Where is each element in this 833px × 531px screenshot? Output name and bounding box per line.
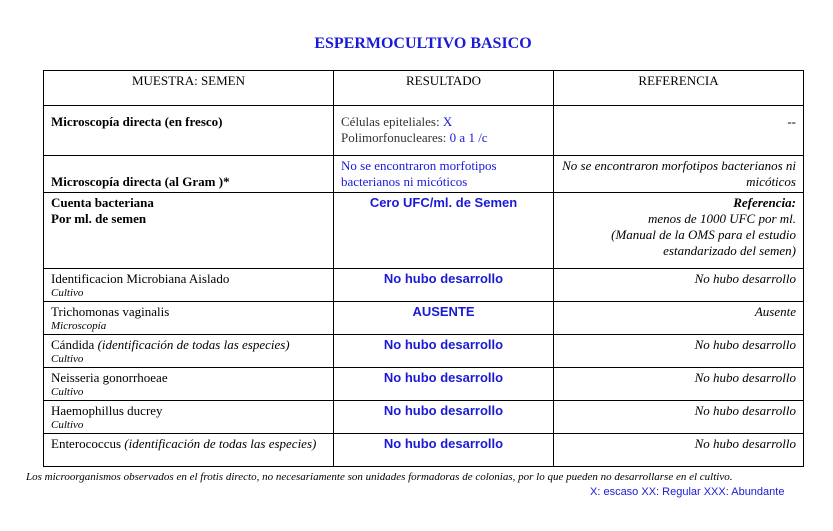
table-row-cuenta: [44, 193, 804, 269]
row-label-haemophilus: [44, 401, 334, 434]
cuenta-label-1: Cuenta bacteriana: [51, 195, 154, 210]
reference-neisseria: No hubo desarrollo: [554, 368, 804, 401]
table-row-trichomonas: [44, 302, 804, 335]
trichomonas-label: Trichomonas vaginalis: [51, 304, 170, 319]
result-gram: No se encontraron morfotipos bacterianos ni micóticos: [334, 156, 554, 193]
row-label-gram: Microscopía directa (al Gram )*: [44, 156, 334, 193]
table-row-fresco: [44, 106, 804, 156]
epitelial-label: Células epiteliales:: [341, 114, 443, 129]
enterococcus-label: Enterococcus: [51, 436, 122, 451]
pmn-value: 0 a 1 /c: [449, 130, 488, 145]
row-label-cuenta: [44, 193, 334, 269]
result-neisseria: No hubo desarrollo: [334, 368, 554, 401]
identificacion-label: Identificacion Microbiana Aislado: [51, 271, 230, 286]
reference-trichomonas: Ausente: [554, 302, 804, 335]
header-muestra: MUESTRA: SEMEN: [44, 71, 334, 106]
cuenta-label-2: Por ml. de semen: [51, 211, 147, 226]
reference-cuenta-2: (Manual de la OMS para el estudio estandarizado del semen): [611, 227, 796, 258]
reference-cuenta-title: Referencia:: [733, 195, 796, 210]
result-trichomonas: AUSENTE: [334, 302, 554, 335]
epitelial-value: X: [442, 114, 453, 129]
row-label-candida: [44, 335, 334, 368]
reference-cuenta: [554, 193, 804, 269]
reference-identificacion: No hubo desarrollo: [554, 269, 804, 302]
candida-sub: Cultivo: [51, 353, 84, 365]
result-identificacion: No hubo desarrollo: [334, 269, 554, 302]
result-candida: No hubo desarrollo: [334, 335, 554, 368]
haemophilus-sub: Cultivo: [51, 419, 84, 431]
enterococcus-label-italic: (identificación de todas las especies): [124, 436, 317, 451]
result-enterococcus: No hubo desarrollo: [334, 434, 554, 467]
table-row-haemophilus: [44, 401, 804, 434]
reference-candida: No hubo desarrollo: [554, 335, 804, 368]
table-header-row: [44, 71, 804, 106]
neisseria-label: Neisseria gonorrhoeae: [51, 370, 168, 385]
reference-enterococcus: No hubo desarrollo: [554, 434, 804, 467]
table-row-candida: [44, 335, 804, 368]
reference-gram: No se encontraron morfotipos bacterianos ni micóticos: [554, 156, 804, 193]
reference-fresco: --: [554, 106, 804, 156]
row-label-neisseria: [44, 368, 334, 401]
result-cuenta: Cero UFC/ml. de Semen: [334, 193, 554, 269]
candida-label: Cándida: [51, 337, 95, 352]
table-row-gram: [44, 156, 804, 193]
pmn-label: Polimorfonucleares:: [341, 130, 450, 145]
result-fresco: [334, 106, 554, 156]
table-row-identificacion: [44, 269, 804, 302]
footer-note: Los microorganismos observados en el frotis directo, no necesariamente son unidades formadoras de colonias, por lo que pueden no desarrollarse en el cultivo.: [26, 471, 733, 483]
header-resultado: RESULTADO: [334, 71, 554, 106]
haemophilus-label: Haemophillus ducrey: [51, 403, 163, 418]
identificacion-sub: Cultivo: [51, 287, 84, 299]
abundance-legend: X: escaso XX: Regular XXX: Abundante: [590, 486, 785, 498]
row-label-identificacion: [44, 269, 334, 302]
candida-label-italic: (identificación de todas las especies): [97, 337, 290, 352]
table-row-enterococcus: [44, 434, 804, 467]
row-label-fresco: Microscopía directa (en fresco): [44, 106, 334, 156]
trichomonas-sub: Microscopía: [51, 320, 107, 332]
row-label-enterococcus: [44, 434, 334, 467]
row-label-trichomonas: [44, 302, 334, 335]
header-referencia: REFERENCIA: [554, 71, 804, 106]
reference-cuenta-1: menos de 1000 UFC por ml.: [647, 211, 796, 226]
result-haemophilus: No hubo desarrollo: [334, 401, 554, 434]
neisseria-sub: Cultivo: [51, 386, 84, 398]
reference-haemophilus: No hubo desarrollo: [554, 401, 804, 434]
report-title: ESPERMOCULTIVO BASICO: [314, 35, 532, 52]
table-row-neisseria: [44, 368, 804, 401]
results-table: [43, 70, 804, 467]
